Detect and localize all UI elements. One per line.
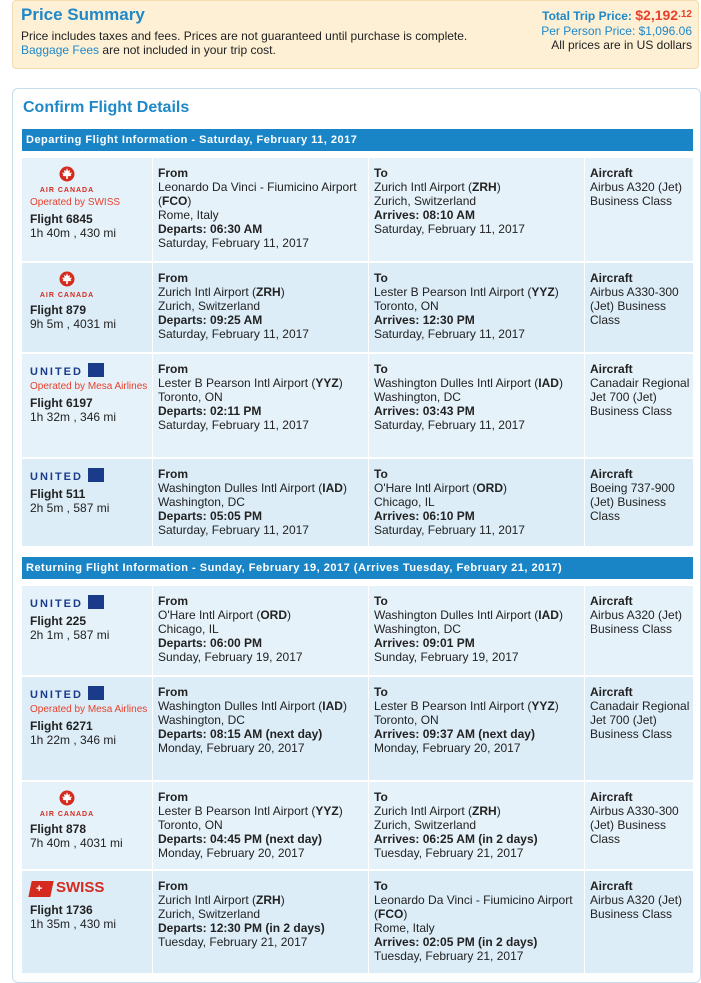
departs-time: Departs: 04:45 PM (next day) [158, 832, 323, 846]
column-divider [152, 263, 153, 352]
maple-leaf-icon [58, 790, 76, 806]
from-label: From [158, 594, 188, 608]
united-logo [30, 685, 104, 703]
from-airport-code: YYZ [315, 376, 339, 390]
to-airport [374, 608, 582, 622]
air-canada-logo [30, 166, 104, 196]
departs-date: Monday, February 20, 2017 [158, 846, 305, 860]
column-divider [152, 677, 153, 780]
arrives-date: Monday, February 20, 2017 [374, 741, 521, 755]
airline-logo-text: AIR CANADA [39, 811, 95, 818]
to-airport [374, 376, 582, 390]
aircraft-type: Airbus A320 (Jet) Business Class [590, 608, 683, 636]
swiss-logo [30, 879, 104, 901]
column-divider [368, 677, 369, 780]
column-divider [368, 158, 369, 261]
to-city: Rome, Italy [374, 921, 435, 935]
aircraft-type: Canadair Regional Jet 700 (Jet) Business Class [590, 699, 690, 741]
from-airport-name: Leonardo Da Vinci - Fiumicino Airport ( [158, 180, 357, 208]
air-canada-logo [30, 271, 104, 301]
price-summary-box [12, 0, 699, 69]
united-logo [30, 467, 104, 485]
to-airport [374, 180, 582, 194]
aircraft-column [590, 790, 690, 846]
per-person-price: Per Person Price: $1,096.06 [541, 24, 692, 38]
to-airport-close: ) [403, 907, 408, 921]
flight-duration: 1h 22m , 346 mi [30, 733, 117, 747]
baggage-fees-link[interactable]: Baggage Fees [21, 43, 100, 57]
from-airport-name: Washington Dulles Intl Airport ( [158, 699, 323, 713]
to-airport-close: ) [554, 285, 559, 299]
arrives-time: Arrives: 09:37 AM (next day) [374, 727, 535, 741]
to-airport-code: FCO [378, 907, 404, 921]
from-city: Washington, DC [158, 495, 245, 509]
flight-duration: 9h 5m , 4031 mi [30, 317, 117, 331]
to-airport-name: Zurich Intl Airport ( [374, 804, 473, 818]
from-airport-close: ) [342, 699, 347, 713]
column-divider [368, 459, 369, 546]
to-airport-close: ) [496, 804, 501, 818]
aircraft-label: Aircraft [590, 362, 633, 376]
to-city: Toronto, ON [374, 299, 439, 313]
to-airport-close: ) [558, 608, 563, 622]
maple-leaf-icon [58, 166, 76, 182]
column-divider [152, 354, 153, 457]
flight-number: Flight 879 [30, 303, 87, 317]
from-airport-code: ZRH [256, 893, 281, 907]
aircraft-label: Aircraft [590, 594, 633, 608]
arrival-column [374, 685, 582, 755]
from-airport-code: IAD [322, 481, 343, 495]
departs-time: Departs: 06:00 PM [158, 636, 263, 650]
from-airport-name: Zurich Intl Airport ( [158, 285, 257, 299]
from-label: From [158, 467, 188, 481]
from-label: From [158, 166, 188, 180]
flight-duration: 1h 32m , 346 mi [30, 410, 117, 424]
from-airport-close: ) [287, 608, 291, 622]
aircraft-column [590, 467, 690, 523]
globe-icon [88, 686, 104, 700]
arrival-column [374, 467, 582, 537]
united-logo [30, 362, 104, 380]
aircraft-type: Boeing 737-900 (Jet) Business Class [590, 481, 675, 523]
to-airport [374, 893, 582, 921]
departs-date: Tuesday, February 21, 2017 [158, 935, 308, 949]
to-airport-code: ZRH [472, 180, 497, 194]
flight-duration: 1h 40m , 430 mi [30, 226, 117, 240]
operated-by: Operated by Mesa Airlines [30, 704, 148, 715]
arrives-time: Arrives: 08:10 AM [374, 208, 475, 222]
from-airport-code: IAD [322, 699, 343, 713]
to-airport-name: Washington Dulles Intl Airport ( [374, 608, 539, 622]
flight-segment [22, 871, 693, 974]
departs-time: Departs: 12:30 PM (in 2 days) [158, 921, 325, 935]
to-airport-name: Washington Dulles Intl Airport ( [374, 376, 539, 390]
column-divider [584, 871, 585, 973]
departing-header: Departing Flight Information - Saturday, February 11, 2017 [22, 129, 693, 151]
departure-column [158, 271, 366, 341]
from-airport [158, 285, 366, 299]
from-label: From [158, 362, 188, 376]
flight-number: Flight 6845 [30, 212, 93, 226]
united-logo [30, 594, 104, 612]
departs-date: Saturday, February 11, 2017 [158, 236, 309, 250]
arrives-date: Tuesday, February 21, 2017 [374, 846, 524, 860]
airline-logo-text: UNITED [30, 366, 83, 378]
from-city: Toronto, ON [158, 818, 223, 832]
departure-column [158, 594, 366, 664]
column-divider [152, 586, 153, 675]
column-divider [368, 782, 369, 869]
from-airport [158, 804, 366, 818]
to-label: To [374, 790, 388, 804]
from-airport-close: ) [338, 804, 343, 818]
from-airport-code: FCO [162, 194, 188, 208]
from-airport-close: ) [187, 194, 192, 208]
flight-number: Flight 6197 [30, 396, 93, 410]
to-airport-close: ) [496, 180, 501, 194]
departs-date: Saturday, February 11, 2017 [158, 418, 309, 432]
arrives-date: Saturday, February 11, 2017 [374, 523, 525, 537]
total-dollars: $2,192 [635, 7, 679, 23]
globe-icon [88, 595, 104, 609]
column-divider [584, 354, 585, 457]
from-city: Washington, DC [158, 713, 245, 727]
globe-icon [88, 363, 104, 377]
arrival-column [374, 166, 582, 236]
to-city: Zurich, Switzerland [374, 818, 477, 832]
arrives-time: Arrives: 06:25 AM (in 2 days) [374, 832, 538, 846]
column-divider [368, 586, 369, 675]
from-airport-close: ) [280, 893, 285, 907]
to-city: Zurich, Switzerland [374, 194, 477, 208]
from-airport-name: Lester B Pearson Intl Airport ( [158, 376, 316, 390]
column-divider [584, 677, 585, 780]
departs-date: Saturday, February 11, 2017 [158, 523, 309, 537]
flight-segment [22, 459, 693, 547]
airline-logo-text: SWISS [56, 879, 105, 896]
to-airport [374, 804, 582, 818]
from-city: Chicago, IL [158, 622, 219, 636]
to-airport-code: IAD [538, 376, 559, 390]
to-label: To [374, 685, 388, 699]
arrival-column [374, 271, 582, 341]
arrives-time: Arrives: 09:01 PM [374, 636, 475, 650]
flight-duration: 7h 40m , 4031 mi [30, 836, 123, 850]
operated-by: Operated by SWISS [30, 197, 121, 208]
departs-time: Departs: 08:15 AM (next day) [158, 727, 323, 741]
to-airport-name: Lester B Pearson Intl Airport ( [374, 285, 532, 299]
flight-number: Flight 878 [30, 822, 87, 836]
to-airport-close: ) [558, 376, 563, 390]
departs-date: Sunday, February 19, 2017 [158, 650, 303, 664]
column-divider [584, 586, 585, 675]
aircraft-type: Airbus A320 (Jet) Business Class [590, 893, 683, 921]
to-airport-name: O'Hare Intl Airport ( [374, 481, 477, 495]
arrival-column [374, 362, 582, 432]
from-city: Rome, Italy [158, 208, 219, 222]
price-note: Price includes taxes and fees. Prices are not guaranteed until purchase is complete. [21, 29, 468, 43]
airline-column [30, 685, 150, 747]
departs-time: Departs: 09:25 AM [158, 313, 263, 327]
aircraft-column [590, 166, 690, 208]
globe-icon [88, 468, 104, 482]
column-divider [152, 158, 153, 261]
arrives-date: Saturday, February 11, 2017 [374, 418, 525, 432]
from-airport-name: Zurich Intl Airport ( [158, 893, 257, 907]
airline-column [30, 879, 150, 931]
arrival-column [374, 594, 582, 664]
aircraft-column [590, 271, 690, 327]
airline-column [30, 594, 150, 642]
aircraft-type: Airbus A330-300 (Jet) Business Class [590, 804, 679, 846]
to-city: Toronto, ON [374, 713, 439, 727]
to-city: Washington, DC [374, 390, 461, 404]
operated-by: Operated by Mesa Airlines [30, 381, 148, 392]
total-label: Total Trip Price: [542, 9, 636, 23]
from-airport [158, 893, 366, 907]
flight-duration: 1h 35m , 430 mi [30, 917, 117, 931]
column-divider [152, 459, 153, 546]
departs-time: Departs: 06:30 AM [158, 222, 263, 236]
from-city: Toronto, ON [158, 390, 223, 404]
to-city: Washington, DC [374, 622, 461, 636]
from-city: Zurich, Switzerland [158, 907, 261, 921]
aircraft-type: Airbus A330-300 (Jet) Business Class [590, 285, 679, 327]
aircraft-type: Canadair Regional Jet 700 (Jet) Business Class [590, 376, 690, 418]
departs-date: Monday, February 20, 2017 [158, 741, 305, 755]
aircraft-type: Airbus A320 (Jet) Business Class [590, 180, 683, 208]
to-city: Chicago, IL [374, 495, 435, 509]
flight-segment [22, 158, 693, 262]
aircraft-label: Aircraft [590, 685, 633, 699]
to-airport-code: ZRH [472, 804, 497, 818]
aircraft-label: Aircraft [590, 879, 633, 893]
from-airport [158, 376, 366, 390]
from-airport-close: ) [338, 376, 343, 390]
airline-column [30, 166, 150, 240]
airline-column [30, 271, 150, 331]
from-airport-code: ZRH [256, 285, 281, 299]
to-airport [374, 699, 582, 713]
departure-column [158, 685, 366, 755]
air-canada-logo [30, 790, 104, 820]
airline-column [30, 467, 150, 515]
departure-column [158, 879, 366, 949]
arrives-date: Saturday, February 11, 2017 [374, 327, 525, 341]
baggage-note [21, 43, 276, 57]
airline-column [30, 790, 150, 850]
from-label: From [158, 685, 188, 699]
from-airport [158, 608, 366, 622]
departure-column [158, 166, 366, 250]
aircraft-label: Aircraft [590, 790, 633, 804]
from-airport-close: ) [280, 285, 285, 299]
to-airport [374, 285, 582, 299]
flight-duration: 2h 5m , 587 mi [30, 501, 110, 515]
to-airport [374, 481, 582, 495]
airline-column [30, 362, 150, 424]
arrives-time: Arrives: 06:10 PM [374, 509, 475, 523]
to-airport-name: Zurich Intl Airport ( [374, 180, 473, 194]
from-airport-code: ORD [260, 608, 287, 622]
from-airport-close: ) [342, 481, 347, 495]
airline-logo-text: AIR CANADA [39, 292, 95, 299]
aircraft-column [590, 594, 690, 636]
flight-number: Flight 6271 [30, 719, 93, 733]
confirm-title: Confirm Flight Details [23, 99, 190, 116]
arrival-column [374, 879, 582, 963]
departure-column [158, 362, 366, 432]
arrives-time: Arrives: 03:43 PM [374, 404, 475, 418]
flight-segment [22, 677, 693, 781]
column-divider [584, 158, 585, 261]
aircraft-column [590, 362, 690, 418]
arrival-column [374, 790, 582, 860]
from-label: From [158, 271, 188, 285]
to-airport-code: YYZ [531, 285, 555, 299]
airline-logo-text: UNITED [30, 598, 83, 610]
column-divider [152, 871, 153, 973]
aircraft-label: Aircraft [590, 166, 633, 180]
from-airport-code: YYZ [315, 804, 339, 818]
to-airport-code: IAD [538, 608, 559, 622]
to-label: To [374, 362, 388, 376]
airline-logo-text: UNITED [30, 471, 83, 483]
to-label: To [374, 166, 388, 180]
aircraft-column [590, 879, 690, 921]
maple-leaf-icon [58, 271, 76, 287]
airline-logo-text: AIR CANADA [39, 187, 95, 194]
column-divider [584, 263, 585, 352]
column-divider [368, 263, 369, 352]
from-airport [158, 481, 366, 495]
arrives-time: Arrives: 02:05 PM (in 2 days) [374, 935, 538, 949]
price-totals [541, 7, 692, 52]
from-label: From [158, 879, 188, 893]
to-airport-close: ) [554, 699, 559, 713]
aircraft-label: Aircraft [590, 271, 633, 285]
flight-segment [22, 782, 693, 870]
arrives-date: Saturday, February 11, 2017 [374, 222, 525, 236]
to-label: To [374, 467, 388, 481]
flight-segment [22, 586, 693, 676]
departure-column [158, 790, 366, 860]
from-airport-name: Washington Dulles Intl Airport ( [158, 481, 323, 495]
aircraft-label: Aircraft [590, 467, 633, 481]
from-airport-name: O'Hare Intl Airport ( [158, 608, 261, 622]
from-airport [158, 699, 366, 713]
from-city: Zurich, Switzerland [158, 299, 261, 313]
returning-header: Returning Flight Information - Sunday, February 19, 2017 (Arrives Tuesday, February 21, 2017) [22, 557, 693, 579]
to-label: To [374, 594, 388, 608]
column-divider [584, 782, 585, 869]
total-cents: .12 [678, 9, 692, 20]
column-divider [152, 782, 153, 869]
flight-duration: 2h 1m , 587 mi [30, 628, 110, 642]
departs-time: Departs: 05:05 PM [158, 509, 263, 523]
arrives-time: Arrives: 12:30 PM [374, 313, 475, 327]
to-airport-close: ) [503, 481, 507, 495]
departs-date: Saturday, February 11, 2017 [158, 327, 309, 341]
to-airport-code: YYZ [531, 699, 555, 713]
to-label: To [374, 271, 388, 285]
baggage-note-text: are not included in your trip cost. [99, 43, 276, 57]
flight-number: Flight 511 [30, 487, 86, 501]
flight-segment [22, 263, 693, 353]
price-summary-title: Price Summary [21, 5, 145, 24]
to-label: To [374, 879, 388, 893]
to-airport-code: ORD [476, 481, 503, 495]
arrives-date: Tuesday, February 21, 2017 [374, 949, 524, 963]
from-label: From [158, 790, 188, 804]
arrives-date: Sunday, February 19, 2017 [374, 650, 519, 664]
from-airport [158, 180, 366, 208]
from-airport-name: Lester B Pearson Intl Airport ( [158, 804, 316, 818]
swiss-cross-icon: + [36, 883, 43, 895]
to-airport-name: Leonardo Da Vinci - Fiumicino Airport ( [374, 893, 573, 921]
total-trip-price [541, 7, 692, 24]
currency-note: All prices are in US dollars [551, 38, 692, 52]
flight-segment [22, 354, 693, 458]
departure-column [158, 467, 366, 537]
aircraft-column [590, 685, 690, 741]
column-divider [368, 354, 369, 457]
departs-time: Departs: 02:11 PM [158, 404, 262, 418]
airline-logo-text: UNITED [30, 689, 83, 701]
flight-number: Flight 1736 [30, 903, 93, 917]
to-airport-name: Lester B Pearson Intl Airport ( [374, 699, 532, 713]
column-divider [584, 459, 585, 546]
column-divider [368, 871, 369, 973]
flight-number: Flight 225 [30, 614, 87, 628]
